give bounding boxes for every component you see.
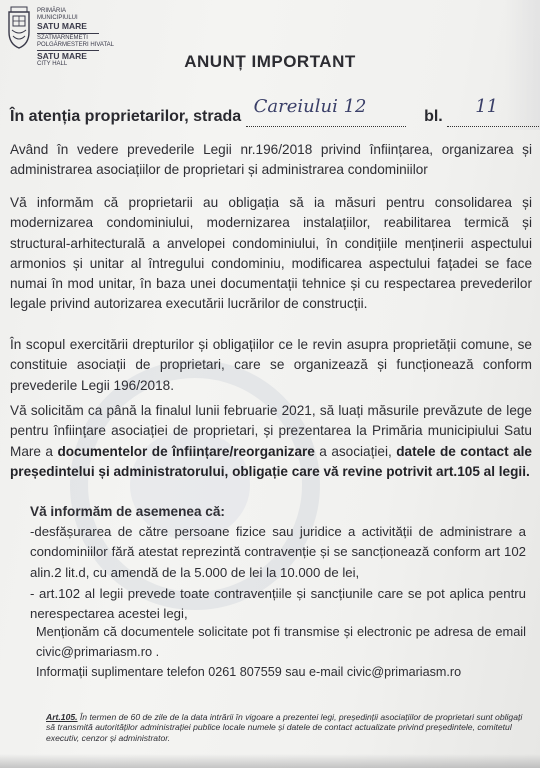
bl-handwritten: 11 (475, 96, 499, 117)
paragraph-association: În scopul exercitării drepturilor și obligațiilor ce le revin asupra proprietății comune, se constituie asociații de proprietari, care se organizează și funcționează conform prevederile Legii 196/2018. (10, 337, 532, 393)
paragraph-obligations: Vă informăm că proprietarii au obligația să ia măsuri pentru consolidarea și modernizarea condominiului, modernizarea instalațiilor, reabilitarea termică și structural-arhitecturală a anvelopei condominiului, în condițiile menținerii aspectului armonios și unitar al întregului condominiu, modificarea aspectului fațadei se face numai în mod unitar, în baza unei documentații tehnice și cu respectarea prevederilor legale privind autorizarea executării lucrărilor de construcții. (10, 195, 532, 312)
address-prefix: În atenția proprietarilor, strada (10, 108, 242, 125)
paragraph-penalty: -desfășurarea de către persoane fizice sau juridice a activității de administrare a condominiilor fără atestat reprezintă contravenție și se sancționează conform art 102 alin.2 lit.d, cu amendă de la 5.000 de lei la 10.000 de lei, (30, 524, 526, 580)
paragraph-law-reference: Având în vedere prevederile Legii nr.196/2018 privind înființarea, organizarea și administrarea asociațiilor de proprietari și administrarea condominiilor (10, 142, 532, 178)
bl-blank (447, 96, 540, 127)
logo-line: POLGÁRMESTERI HIVATAL (37, 41, 115, 48)
coat-of-arms-icon (6, 6, 32, 50)
logo-line: SATU MARE (37, 21, 87, 31)
request-contact-bold: datele de contact ale președintelui și administratorului, obligație care vă revine potrivit art.105 al legii. (10, 443, 532, 479)
request-text: Vă solicităm ca până la finalul lunii februarie 2021, să luați măsurile prevăzute de lege pentru înființare asociației de proprietari, și prezentarea la Primăria municipiului Satu Mare a (10, 403, 532, 459)
footnote-label: Art.105. (46, 712, 78, 722)
paper-bottom-shadow (0, 754, 540, 768)
paragraph-electronic: Menționăm că documentele solicitate pot fi transmise și electronic pe adresa de email civic@primariasm.ro . (36, 624, 526, 660)
logo-line: SZATMÁRNÉMETI (37, 34, 88, 41)
logo-line: SATU MARE (37, 50, 87, 61)
paragraph-contact-info: Informații suplimentare telefon 0261 807559 sau e-mail civic@primariasm.ro (36, 665, 462, 679)
address-line (10, 96, 535, 127)
notice-title: ANUNȚ IMPORTANT (184, 52, 356, 71)
footnote-art105 (46, 712, 528, 743)
paragraph-request (10, 401, 532, 482)
paragraph-art102: - art.102 al legii prevede toate contravențiile și sancțiunile care se pot aplica pentru nerespectarea acestei legi, (30, 586, 526, 622)
logo-line: MUNICIPIULUI (37, 15, 78, 21)
footnote-text: În termen de 60 de zile de la data intrării în vigoare a prezentei legi, președinții asociațiilor de proprietari sunt obligați să transmită autorităților administrației publice locale numele și datele de contact actualizate privind președintele, comitetul executiv, cenzor și administrator. (46, 712, 523, 743)
request-documents-bold: documentelor de înființare/reorganizare (57, 443, 315, 459)
logo-line: PRIMĂRIA (37, 8, 67, 14)
street-handwritten: Careiului 12 (253, 96, 367, 117)
logo-line: CITY HALL (37, 61, 68, 67)
logo-divider (37, 33, 99, 34)
bl-label: bl. (424, 108, 443, 125)
street-blank (246, 96, 406, 127)
request-text-2: a asociației, (314, 443, 397, 459)
info-heading: Vă informăm de asemenea că: (30, 504, 225, 519)
